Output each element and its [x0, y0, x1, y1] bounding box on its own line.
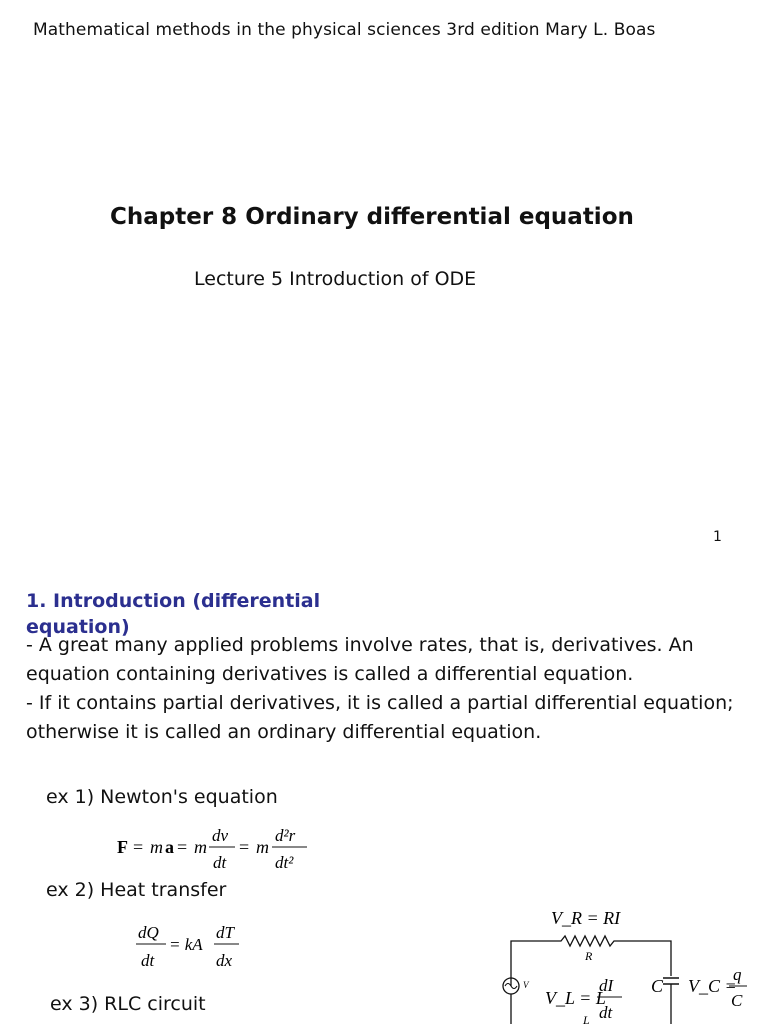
dI-numerator: dI	[599, 976, 614, 995]
mass-symbol: m	[256, 837, 269, 857]
force-symbol: F	[117, 837, 128, 857]
q-numerator: q	[733, 965, 742, 984]
dt2-denominator: dt²	[275, 853, 294, 872]
C-denominator: C	[731, 991, 743, 1010]
dT-numerator: dT	[216, 923, 234, 942]
book-reference: Mathematical methods in the physical sciences 3rd edition Mary L. Boas	[33, 20, 656, 40]
heat-equation	[135, 916, 255, 974]
page-number: 1	[713, 529, 722, 545]
equals-ka: = kA	[169, 935, 203, 954]
equals-sign: =	[133, 837, 144, 857]
source-voltage-label: V	[523, 980, 529, 990]
dt-denominator: dt	[141, 951, 155, 970]
example-newton-label: ex 1) Newton's equation	[46, 786, 278, 808]
inductor-voltage-lhs: V_L = L	[545, 988, 606, 1008]
example-heat-label: ex 2) Heat transfer	[46, 879, 227, 901]
acceleration-symbol: a	[165, 837, 174, 857]
mass-symbol: m	[150, 837, 163, 857]
paragraph-partial: - If it contains partial derivatives, it is called a partial differential equation; otherwise it is called an ordinary differential equation.	[26, 692, 734, 743]
resistor-voltage-formula: V_R = RI	[551, 908, 621, 928]
resistor-label: R	[585, 949, 593, 963]
dt-denominator: dt	[599, 1003, 613, 1022]
dq-numerator: dQ	[138, 923, 159, 942]
lecture-title: Lecture 5 Introduction of ODE	[194, 268, 477, 290]
equals-sign: =	[239, 837, 250, 857]
dt-denominator: dt	[213, 853, 227, 872]
d2r-numerator: d²r	[275, 826, 296, 845]
newton-equation	[115, 820, 325, 876]
dx-denominator: dx	[216, 951, 233, 970]
example-rlc-label: ex 3) RLC circuit	[50, 993, 206, 1015]
equals-sign: =	[177, 837, 188, 857]
mass-symbol: m	[194, 837, 207, 857]
dv-numerator: dv	[212, 826, 229, 845]
capacitor-label: C	[651, 976, 664, 996]
rlc-circuit-diagram	[495, 900, 765, 1024]
capacitor-voltage-lhs: V_C =	[688, 976, 737, 996]
inductor-label: L	[583, 1013, 590, 1024]
paragraph-derivatives: - A great many applied problems involve rates, that is, derivatives. An equation containing derivatives is called a differential equation.	[26, 634, 694, 685]
section-heading: 1. Introduction (differential equation)	[26, 590, 321, 638]
chapter-title: Chapter 8 Ordinary differential equation	[110, 204, 634, 230]
